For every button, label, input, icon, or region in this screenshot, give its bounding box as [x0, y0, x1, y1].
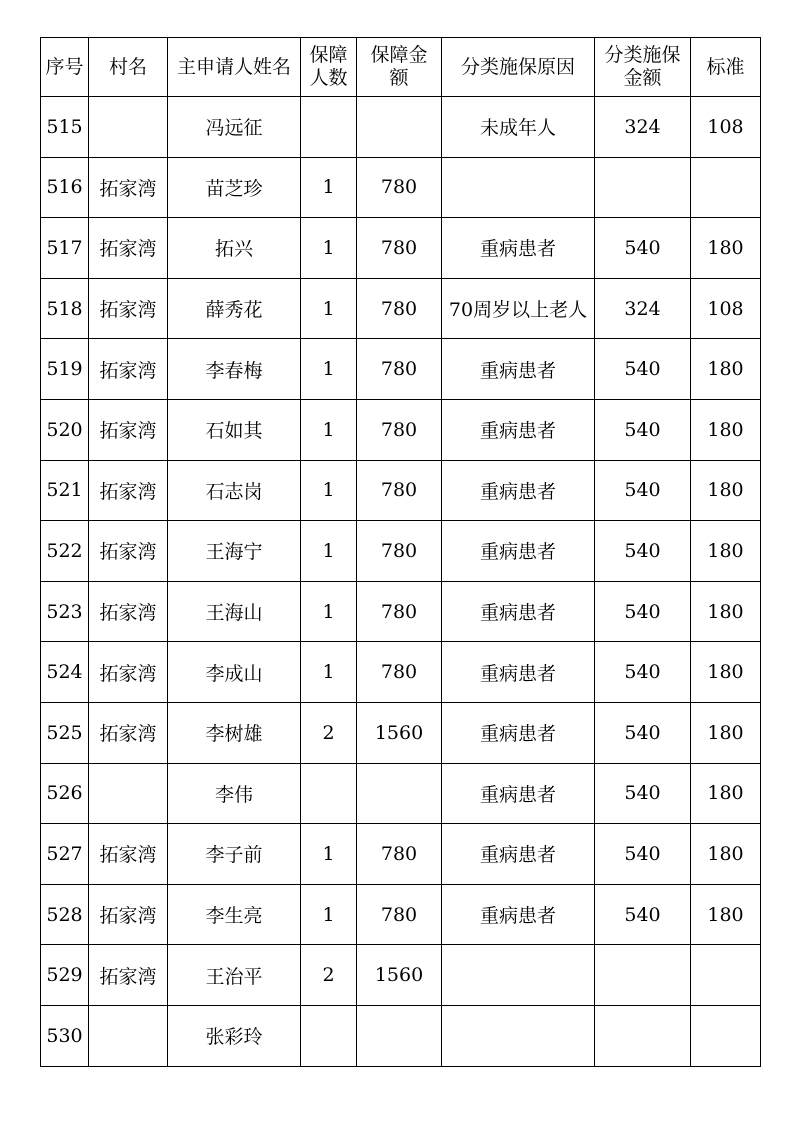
- cell-standard: 180: [691, 521, 761, 582]
- cell-amount: 780: [357, 824, 442, 885]
- header-amount: 保障金额: [357, 38, 442, 97]
- cell-category-amount: 540: [595, 702, 691, 763]
- cell-amount: 1560: [357, 945, 442, 1006]
- cell-category-amount: 540: [595, 218, 691, 279]
- cell-village: [89, 97, 168, 158]
- cell-people-count: 1: [301, 581, 357, 642]
- cell-index: 530: [41, 1005, 89, 1066]
- cell-category-amount: [595, 157, 691, 218]
- cell-category-amount: 324: [595, 278, 691, 339]
- header-applicant: 主申请人姓名: [168, 38, 301, 97]
- cell-category-amount: 324: [595, 97, 691, 158]
- cell-standard: 180: [691, 884, 761, 945]
- cell-village: 拓家湾: [89, 278, 168, 339]
- cell-category-amount: 540: [595, 460, 691, 521]
- cell-applicant: 王海山: [168, 581, 301, 642]
- cell-amount: 780: [357, 157, 442, 218]
- cell-category-amount: [595, 945, 691, 1006]
- cell-village: 拓家湾: [89, 884, 168, 945]
- cell-standard: [691, 945, 761, 1006]
- cell-category-amount: 540: [595, 763, 691, 824]
- cell-category-amount: 540: [595, 824, 691, 885]
- cell-applicant: 薛秀花: [168, 278, 301, 339]
- cell-people-count: 1: [301, 824, 357, 885]
- cell-applicant: 石如其: [168, 399, 301, 460]
- cell-category-reason: 重病患者: [442, 642, 595, 703]
- cell-village: 拓家湾: [89, 642, 168, 703]
- table-row: [41, 218, 761, 279]
- cell-amount: 780: [357, 642, 442, 703]
- cell-people-count: 1: [301, 399, 357, 460]
- table-row: [41, 399, 761, 460]
- cell-applicant: 李生亮: [168, 884, 301, 945]
- cell-index: 519: [41, 339, 89, 400]
- cell-category-amount: 540: [595, 521, 691, 582]
- cell-standard: 180: [691, 702, 761, 763]
- cell-people-count: 1: [301, 278, 357, 339]
- cell-category-reason: 70周岁以上老人: [442, 278, 595, 339]
- cell-category-amount: 540: [595, 399, 691, 460]
- cell-people-count: 1: [301, 157, 357, 218]
- cell-category-reason: [442, 1005, 595, 1066]
- cell-index: 518: [41, 278, 89, 339]
- cell-category-reason: [442, 945, 595, 1006]
- cell-category-reason: 重病患者: [442, 884, 595, 945]
- cell-people-count: [301, 763, 357, 824]
- cell-category-reason: 重病患者: [442, 218, 595, 279]
- cell-applicant: 拓兴: [168, 218, 301, 279]
- cell-village: 拓家湾: [89, 157, 168, 218]
- cell-index: 527: [41, 824, 89, 885]
- cell-category-reason: 重病患者: [442, 763, 595, 824]
- cell-people-count: [301, 97, 357, 158]
- cell-standard: 180: [691, 763, 761, 824]
- table-row: [41, 702, 761, 763]
- cell-standard: 108: [691, 278, 761, 339]
- cell-amount: 780: [357, 399, 442, 460]
- table-row: [41, 642, 761, 703]
- cell-people-count: [301, 1005, 357, 1066]
- cell-standard: 180: [691, 339, 761, 400]
- cell-index: 520: [41, 399, 89, 460]
- table-row: [41, 1005, 761, 1066]
- cell-standard: 180: [691, 824, 761, 885]
- cell-category-reason: 重病患者: [442, 399, 595, 460]
- cell-people-count: 1: [301, 642, 357, 703]
- cell-village: 拓家湾: [89, 460, 168, 521]
- cell-index: 526: [41, 763, 89, 824]
- cell-village: 拓家湾: [89, 399, 168, 460]
- cell-applicant: 冯远征: [168, 97, 301, 158]
- cell-category-reason: 未成年人: [442, 97, 595, 158]
- cell-village: [89, 763, 168, 824]
- cell-amount: 780: [357, 581, 442, 642]
- cell-category-amount: 540: [595, 642, 691, 703]
- cell-standard: 180: [691, 218, 761, 279]
- cell-category-amount: [595, 1005, 691, 1066]
- cell-village: 拓家湾: [89, 218, 168, 279]
- cell-amount: 780: [357, 218, 442, 279]
- cell-category-reason: 重病患者: [442, 824, 595, 885]
- cell-index: 521: [41, 460, 89, 521]
- cell-index: 528: [41, 884, 89, 945]
- cell-village: 拓家湾: [89, 824, 168, 885]
- header-category-amount: 分类施保金额: [595, 38, 691, 97]
- table-row: [41, 763, 761, 824]
- cell-village: [89, 1005, 168, 1066]
- cell-applicant: 张彩玲: [168, 1005, 301, 1066]
- cell-index: 525: [41, 702, 89, 763]
- cell-applicant: 李子前: [168, 824, 301, 885]
- cell-category-reason: 重病患者: [442, 521, 595, 582]
- cell-village: 拓家湾: [89, 339, 168, 400]
- cell-people-count: 1: [301, 521, 357, 582]
- table-row: [41, 824, 761, 885]
- cell-village: 拓家湾: [89, 521, 168, 582]
- cell-people-count: 1: [301, 884, 357, 945]
- header-category-reason: 分类施保原因: [442, 38, 595, 97]
- cell-amount: 780: [357, 884, 442, 945]
- cell-index: 523: [41, 581, 89, 642]
- cell-index: 529: [41, 945, 89, 1006]
- cell-standard: 180: [691, 460, 761, 521]
- table-row: [41, 521, 761, 582]
- cell-amount: [357, 1005, 442, 1066]
- table-row: [41, 884, 761, 945]
- cell-standard: [691, 1005, 761, 1066]
- cell-category-reason: 重病患者: [442, 460, 595, 521]
- table-row: [41, 157, 761, 218]
- cell-index: 516: [41, 157, 89, 218]
- cell-amount: [357, 97, 442, 158]
- cell-category-reason: [442, 157, 595, 218]
- header-row: [41, 38, 761, 97]
- cell-index: 515: [41, 97, 89, 158]
- cell-category-reason: 重病患者: [442, 339, 595, 400]
- cell-amount: [357, 763, 442, 824]
- cell-applicant: 李伟: [168, 763, 301, 824]
- cell-amount: 780: [357, 521, 442, 582]
- cell-applicant: 李树雄: [168, 702, 301, 763]
- cell-standard: 108: [691, 97, 761, 158]
- table-row: [41, 339, 761, 400]
- cell-people-count: 2: [301, 945, 357, 1006]
- cell-standard: 180: [691, 642, 761, 703]
- cell-amount: 780: [357, 339, 442, 400]
- cell-index: 517: [41, 218, 89, 279]
- cell-village: 拓家湾: [89, 945, 168, 1006]
- table-row: [41, 460, 761, 521]
- table-row: [41, 278, 761, 339]
- cell-category-amount: 540: [595, 884, 691, 945]
- table-row: [41, 581, 761, 642]
- cell-village: 拓家湾: [89, 581, 168, 642]
- cell-people-count: 1: [301, 218, 357, 279]
- header-village: 村名: [89, 38, 168, 97]
- cell-category-reason: 重病患者: [442, 702, 595, 763]
- cell-applicant: 李成山: [168, 642, 301, 703]
- cell-people-count: 1: [301, 460, 357, 521]
- table-header: [41, 38, 761, 97]
- cell-applicant: 苗芝珍: [168, 157, 301, 218]
- cell-index: 522: [41, 521, 89, 582]
- cell-village: 拓家湾: [89, 702, 168, 763]
- cell-category-reason: 重病患者: [442, 581, 595, 642]
- cell-applicant: 王治平: [168, 945, 301, 1006]
- cell-index: 524: [41, 642, 89, 703]
- cell-amount: 780: [357, 460, 442, 521]
- cell-amount: 780: [357, 278, 442, 339]
- header-index: 序号: [41, 38, 89, 97]
- cell-amount: 1560: [357, 702, 442, 763]
- cell-standard: 180: [691, 581, 761, 642]
- cell-people-count: 1: [301, 339, 357, 400]
- cell-standard: [691, 157, 761, 218]
- cell-applicant: 石志岗: [168, 460, 301, 521]
- cell-applicant: 王海宁: [168, 521, 301, 582]
- table-row: [41, 97, 761, 158]
- header-people-count: 保障人数: [301, 38, 357, 97]
- cell-category-amount: 540: [595, 339, 691, 400]
- allowance-table: [40, 37, 761, 1067]
- cell-applicant: 李春梅: [168, 339, 301, 400]
- header-standard: 标准: [691, 38, 761, 97]
- table-body: [41, 97, 761, 1067]
- cell-people-count: 2: [301, 702, 357, 763]
- table-row: [41, 945, 761, 1006]
- cell-standard: 180: [691, 399, 761, 460]
- cell-category-amount: 540: [595, 581, 691, 642]
